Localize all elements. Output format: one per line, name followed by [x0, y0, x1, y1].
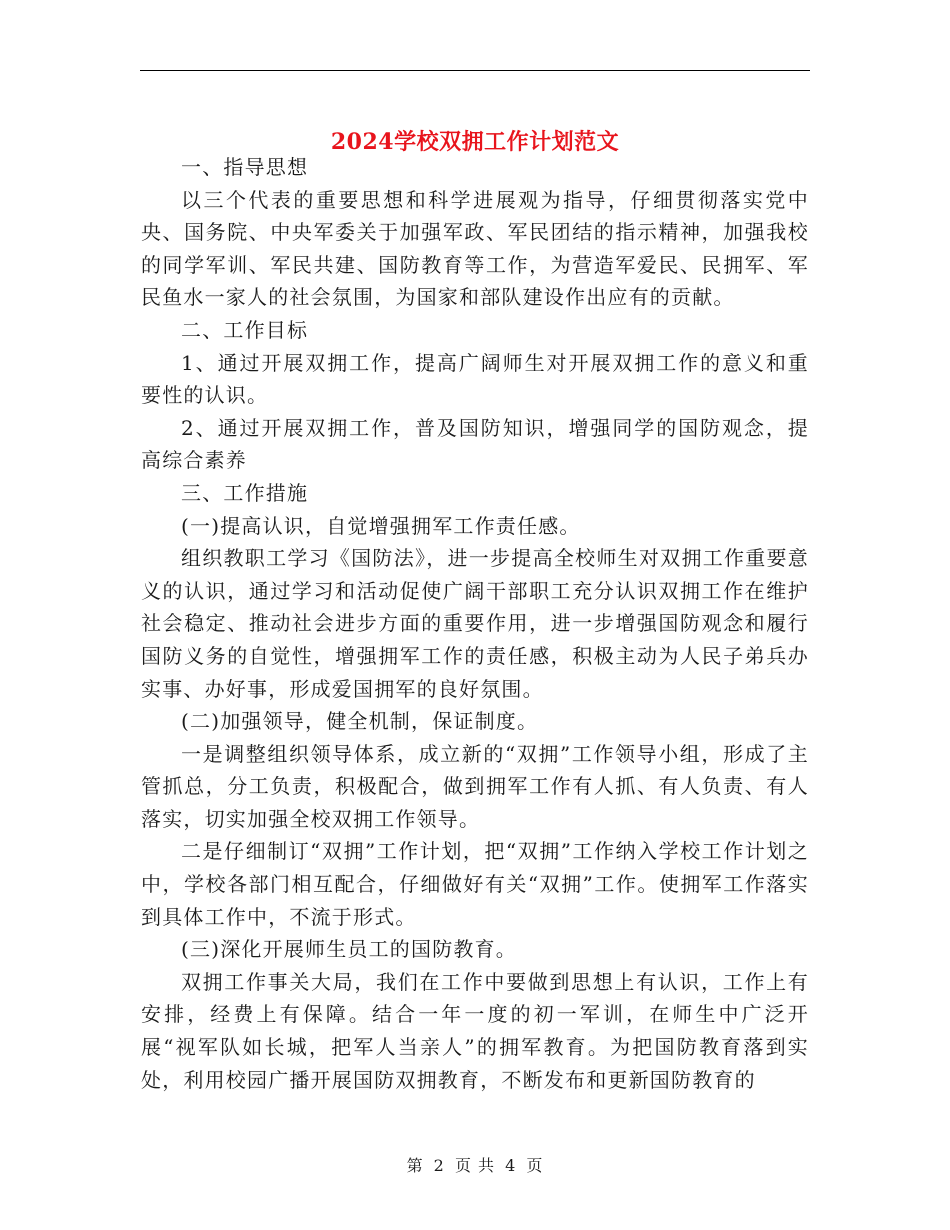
footer-middle: 页 共: [454, 1156, 496, 1175]
paragraph-measure-2b: 二是仔细制订“双拥”工作计划，把“双拥”工作纳入学校工作计划之中，学校各部门相互配合，仔细做好有关“双拥”工作。使拥军工作落实到具体工作中，不流于形式。: [141, 839, 809, 929]
subheading-measure-3: (三)深化开展师生员工的国防教育。: [181, 937, 518, 962]
paragraph-measure-2a: 一是调整组织领导体系，成立新的“双拥”工作领导小组，形成了主管抓总，分工负责，积极配合，做到拥军工作有人抓、有人负责、有人落实，切实加强全校双拥工作领导。: [141, 741, 809, 831]
paragraph-measure-1: 组织教职工学习《国防法》，进一步提高全校师生对双拥工作重要意义的认识，通过学习和活动促使广阔干部职工充分认识双拥工作在维护社会稳定、推动社会进步方面的重要作用，进一步增强国防观念和履行国防义务的自觉性，增强拥军工作的责任感，积极主动为人民子弟兵办实事、办好事，形成爱国拥军的良好氛围。: [141, 546, 809, 701]
footer-prefix: 第: [406, 1156, 424, 1175]
footer-current-page: 2: [433, 1156, 445, 1175]
heading-work-goals: 二、工作目标: [181, 317, 309, 342]
footer-total-pages: 4: [505, 1156, 517, 1175]
heading-work-measures: 三、工作措施: [181, 480, 309, 505]
document-title: 2024学校双拥工作计划范文: [330, 128, 620, 155]
heading-guiding-ideology: 一、指导思想: [181, 155, 309, 179]
page-footer: [0, 1153, 950, 1176]
footer-suffix: 页: [526, 1156, 544, 1175]
header-rule: [140, 70, 810, 71]
paragraph-guiding-ideology: 以三个代表的重要思想和科学进展观为指导，仔细贯彻落实党中央、国务院、中央军委关于加强军政、军民团结的指示精神，加强我校的同学军训、军民共建、国防教育等工作，为营造军爱民、民拥军、军民鱼水一家人的社会氛围，为国家和部队建设作出应有的贡献。: [141, 187, 809, 310]
goal-item-1: 1、通过开展双拥工作，提高广阔师生对开展双拥工作的意义和重要性的认识。: [141, 350, 809, 408]
document-body: [141, 151, 809, 1096]
goal-item-2: 2、通过开展双拥工作，普及国防知识，增强同学的国防观念，提高综合素养: [141, 415, 809, 473]
subheading-measure-1: (一)提高认识，自觉增强拥军工作责任感。: [181, 513, 581, 538]
subheading-measure-2: (二)加强领导，健全机制，保证制度。: [181, 709, 539, 734]
paragraph-measure-3: 双拥工作事关大局，我们在工作中要做到思想上有认识，工作上有安排，经费上有保障。结合一年一度的初一军训，在师生中广泛开展“视军队如长城，把军人当亲人”的拥军教育。为把国防教育落到实处，利用校园广播开展国防双拥教育，不断发布和更新国防教育的: [141, 969, 809, 1092]
